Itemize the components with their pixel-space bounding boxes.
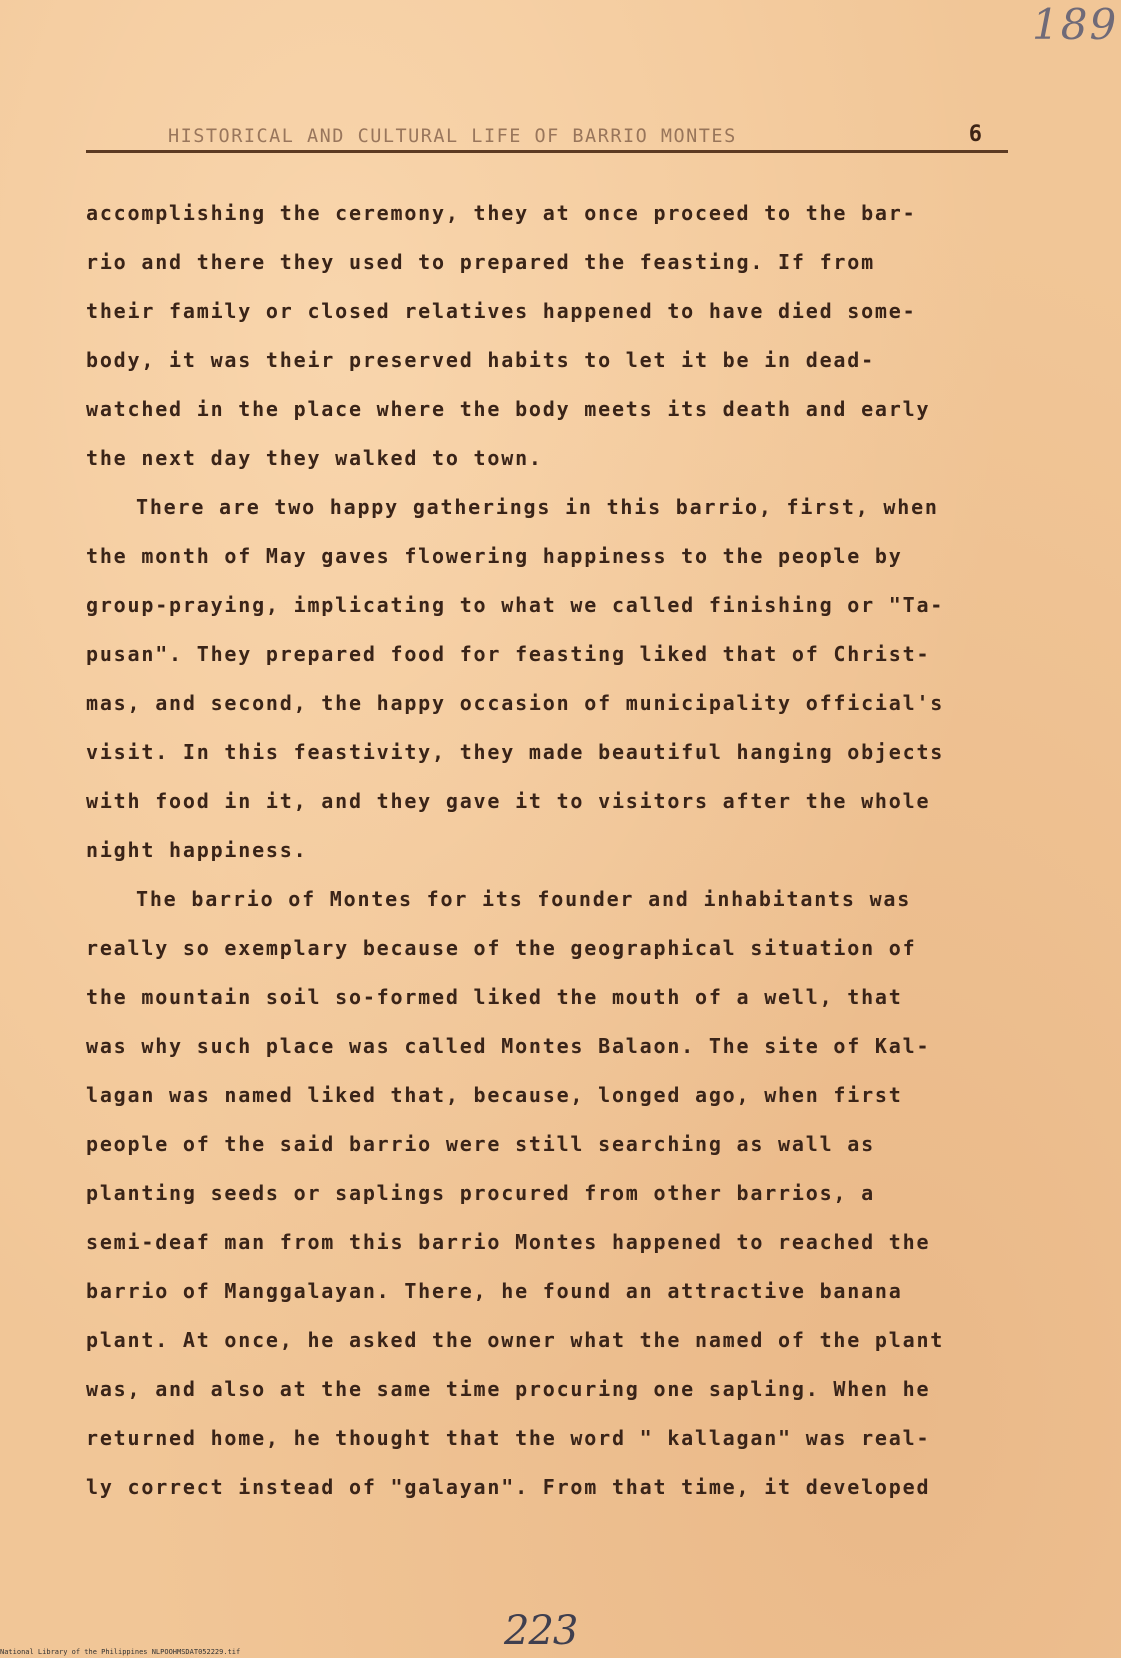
text-line: with food in it, and they gave it to visitors after the whole <box>86 789 931 813</box>
text-line: body, it was their preserved habits to let it be in dead- <box>86 348 875 372</box>
text-line: There are two happy gatherings in this barrio, first, when <box>136 495 939 519</box>
text-line: rio and there they used to prepared the feasting. If from <box>86 250 875 274</box>
text-line: was, and also at the same time procuring one sapling. When he <box>86 1377 931 1401</box>
text-line: watched in the place where the body meets its death and early <box>86 397 931 421</box>
text-line: their family or closed relatives happened to have died some- <box>86 299 917 323</box>
text-line: The barrio of Montes for its founder and inhabitants was <box>136 887 912 911</box>
text-line: plant. At once, he asked the owner what the named of the plant <box>86 1328 945 1352</box>
text-line: really so exemplary because of the geographical situation of <box>86 936 917 960</box>
text-line: visit. In this feastivity, they made beautiful hanging objects <box>86 740 945 764</box>
text-line: the mountain soil so-formed liked the mouth of a well, that <box>86 985 903 1009</box>
text-line: lagan was named liked that, because, longed ago, when first <box>86 1083 903 1107</box>
text-line: the month of May gaves flowering happiness to the people by <box>86 544 903 568</box>
page-header <box>86 122 1008 153</box>
text-line: accomplishing the ceremony, they at once proceed to the bar- <box>86 201 917 225</box>
text-line: returned home, he thought that the word " kallagan" was real- <box>86 1426 931 1450</box>
text-line: the next day they walked to town. <box>86 446 543 470</box>
text-line: semi-deaf man from this barrio Montes happened to reached the <box>86 1230 931 1254</box>
text-line: barrio of Manggalayan. There, he found an attractive banana <box>86 1279 903 1303</box>
handwritten-page-number: 189 <box>1032 0 1119 49</box>
header-page-number: 6 <box>968 122 982 147</box>
text-line: planting seeds or saplings procured from other barrios, a <box>86 1181 875 1205</box>
body-text <box>86 201 1016 1524</box>
text-line: people of the said barrio were still searching as wall as <box>86 1132 875 1156</box>
scan-credit: National Library of the Philippines NLPOOHMSDAT052229.tif <box>0 1648 241 1656</box>
text-line: pusan". They prepared food for feasting liked that of Christ- <box>86 642 931 666</box>
text-line: ly correct instead of "galayan". From that time, it developed <box>86 1475 931 1499</box>
text-line: mas, and second, the happy occasion of municipality official's <box>86 691 945 715</box>
text-line: was why such place was called Montes Balaon. The site of Kal- <box>86 1034 931 1058</box>
header-title: HISTORICAL AND CULTURAL LIFE OF BARRIO MONTES <box>168 126 737 147</box>
text-line: group-praying, implicating to what we called finishing or "Ta- <box>86 593 945 617</box>
handwritten-footer-number: 223 <box>504 1608 578 1654</box>
text-line: night happiness. <box>86 838 308 862</box>
